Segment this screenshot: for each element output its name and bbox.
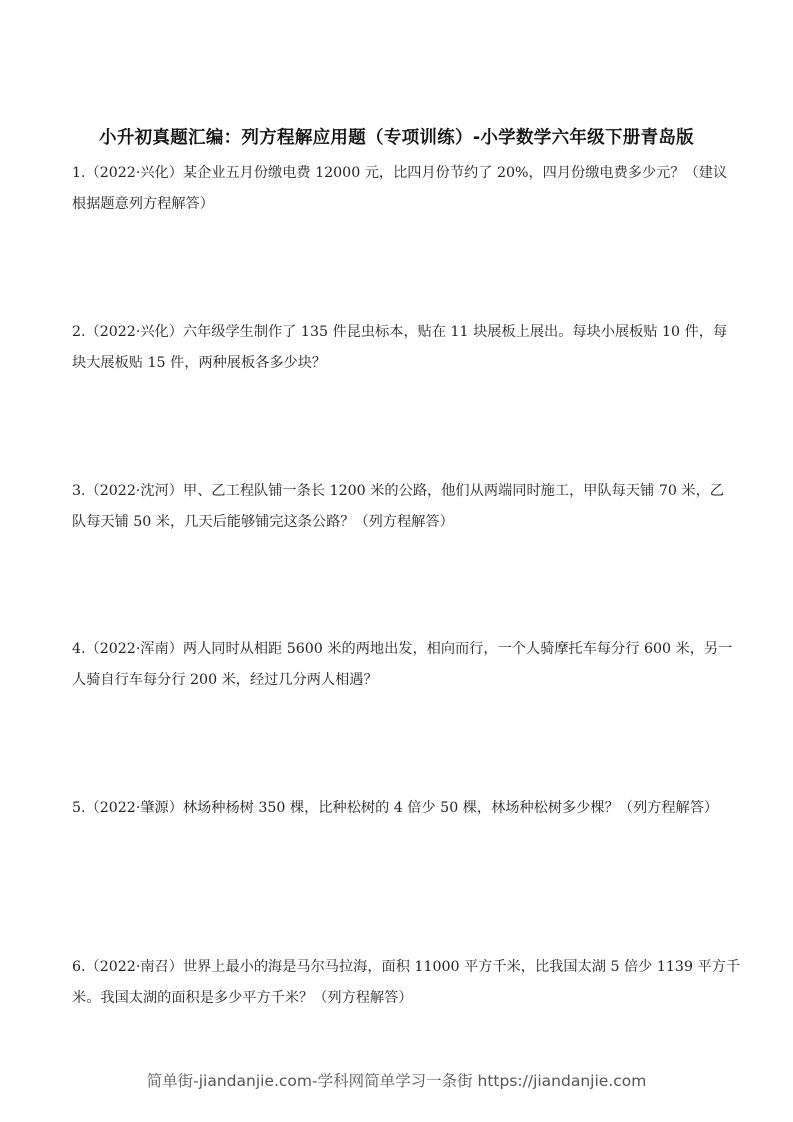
question-line: 队每天铺 50 米，几天后能够铺完这条公路？（列方程解答）: [72, 514, 454, 530]
document-title: 小升初真题汇编：列方程解应用题（专项训练）-小学数学六年级下册青岛版: [99, 128, 694, 148]
question-line: 米。我国太湖的面积是多少平方千米？（列方程解答）: [72, 990, 413, 1006]
question-5: [72, 793, 724, 824]
question-line: 3.（2022·沈河）甲、乙工程队铺一条长 1200 米的公路，他们从两端同时施工，甲队每天铺 70 米，乙: [72, 483, 724, 499]
question-line: 人骑自行车每分行 200 米，经过几分两人相遇？: [72, 672, 378, 688]
question-line: 5.（2022·肇源）林场种杨树 350 棵，比种松树的 4 倍少 50 棵，林场种松树多少棵？（列方程解答）: [72, 800, 719, 816]
question-line: 块大展板贴 15 件，两种展板各多少块？: [72, 355, 327, 371]
footer-watermark: 简单街-jiandanjie.com-学科网简单学习一条街 https://jiandanjie.com: [146, 1072, 647, 1090]
question-3: [72, 476, 724, 538]
question-4: [72, 634, 733, 696]
question-line: 6.（2022·南召）世界上最小的海是马尔马拉海，面积 11000 平方千米，比我国太湖 5 倍少 1139 平方千: [72, 959, 741, 975]
question-2: [72, 317, 728, 379]
question-line: 4.（2022·浑南）两人同时从相距 5600 米的两地出发，相向而行，一个人骑摩托车每分行 600 米，另一: [72, 641, 733, 657]
question-line: 2.（2022·兴化）六年级学生制作了 135 件昆虫标本，贴在 11 块展板上展出。每块小展板贴 10 件，每: [72, 324, 728, 340]
question-6: [72, 952, 741, 1014]
question-line: 1.（2022·兴化）某企业五月份缴电费 12000 元，比四月份节约了 20%，四月份缴电费多少元？（建议: [72, 165, 728, 181]
question-line: 根据题意列方程解答）: [72, 196, 214, 212]
question-1: [72, 158, 728, 220]
